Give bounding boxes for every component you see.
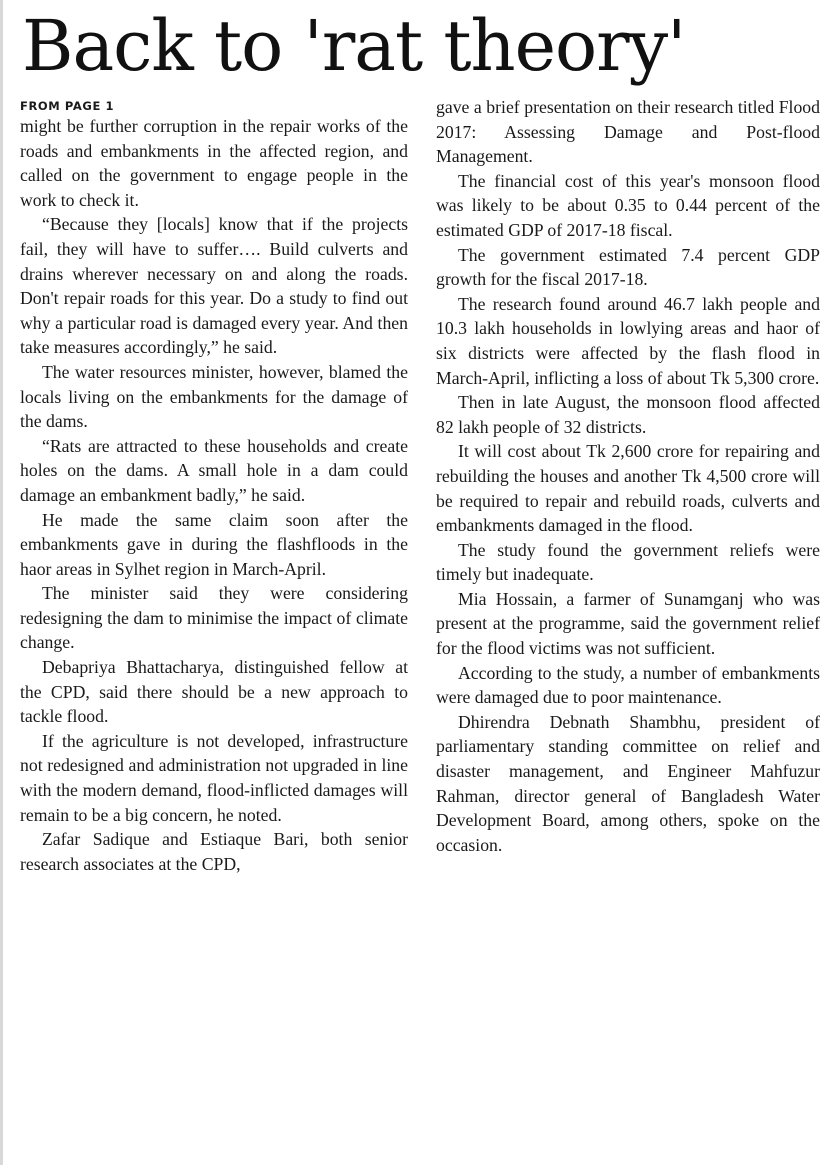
paragraph: Zafar Sadique and Estiaque Bari, both senior research associates at the CPD,: [20, 829, 408, 874]
paragraph: The government estimated 7.4 percent GDP growth for the fiscal 2017-18.: [436, 244, 820, 290]
clipping-edge: [0, 0, 3, 1165]
paragraph: Mia Hossain, a farmer of Sunamganj who was present at the programme, said the government relief for the flood victims was not sufficient.: [436, 588, 820, 659]
article-body: [20, 95, 820, 1155]
paragraph: gave a brief presentation on their research titled Flood 2017: Assessing Damage and Post-flood Management.: [436, 97, 820, 167]
paragraph: The minister said they were considering redesigning the dam to minimise the impact of climate change.: [20, 583, 408, 653]
right-column: [436, 95, 820, 1155]
paragraph: The research found around 46.7 lakh people and 10.3 lakh households in lowlying areas and haor of six districts were affected by the flash flood in March-April, inflicting a loss of about Tk 5,300 crore.: [436, 293, 820, 388]
kicker-from-page: FROM PAGE 1: [20, 99, 115, 113]
left-column: [20, 95, 408, 1155]
paragraph: Dhirendra Debnath Shambhu, president of parliamentary standing committee on relief and disaster management, and Engineer Mahfuzur Rahman, director general of Bangladesh Water Development Board, among others, spoke on the occasion.: [436, 711, 820, 855]
paragraph: “Because they [locals] know that if the projects fail, they will have to suffer…. Build culverts and drains wherever necessary on and along the roads. Don't repair roads for this year. Do a study to find out why a particular road is damaged every year. And then take measures accordingly,” he said.: [20, 214, 408, 358]
paragraph: Then in late August, the monsoon flood affected 82 lakh people of 32 districts.: [436, 392, 820, 437]
paragraph: He made the same claim soon after the embankments gave in during the flashfloods in the haor areas in Sylhet region in March-April.: [20, 509, 408, 579]
paragraph: The study found the government reliefs were timely but inadequate.: [436, 539, 820, 585]
paragraph: It will cost about Tk 2,600 crore for repairing and rebuilding the houses and another Tk 4,500 crore will be required to repair and rebuild roads, culverts and embankments damaged in the flood.: [436, 441, 820, 536]
paragraph: The water resources minister, however, blamed the locals living on the embankments for the damage of the dams.: [20, 361, 408, 432]
headline: Back to 'rat theory': [22, 5, 686, 87]
paragraph: “Rats are attracted to these households and create holes on the dams. A small hole in a dam could damage an embankment badly,” he said.: [20, 435, 408, 505]
paragraph: According to the study, a number of embankments were damaged due to poor maintenance.: [436, 662, 820, 708]
paragraph: If the agriculture is not developed, infrastructure not redesigned and administration not upgraded in line with the modern demand, flood-inflicted damages will remain to be a big concern, he noted.: [20, 730, 408, 825]
paragraph: Debapriya Bhattacharya, distinguished fellow at the CPD, said there should be a new approach to tackle flood.: [20, 657, 408, 727]
paragraph: might be further corruption in the repair works of the roads and embankments in the affected region, and called on the government to engage people in the work to check it.: [20, 116, 408, 210]
paragraph: The financial cost of this year's monsoon flood was likely to be about 0.35 to 0.44 percent of the estimated GDP of 2017-18 fiscal.: [436, 170, 820, 240]
